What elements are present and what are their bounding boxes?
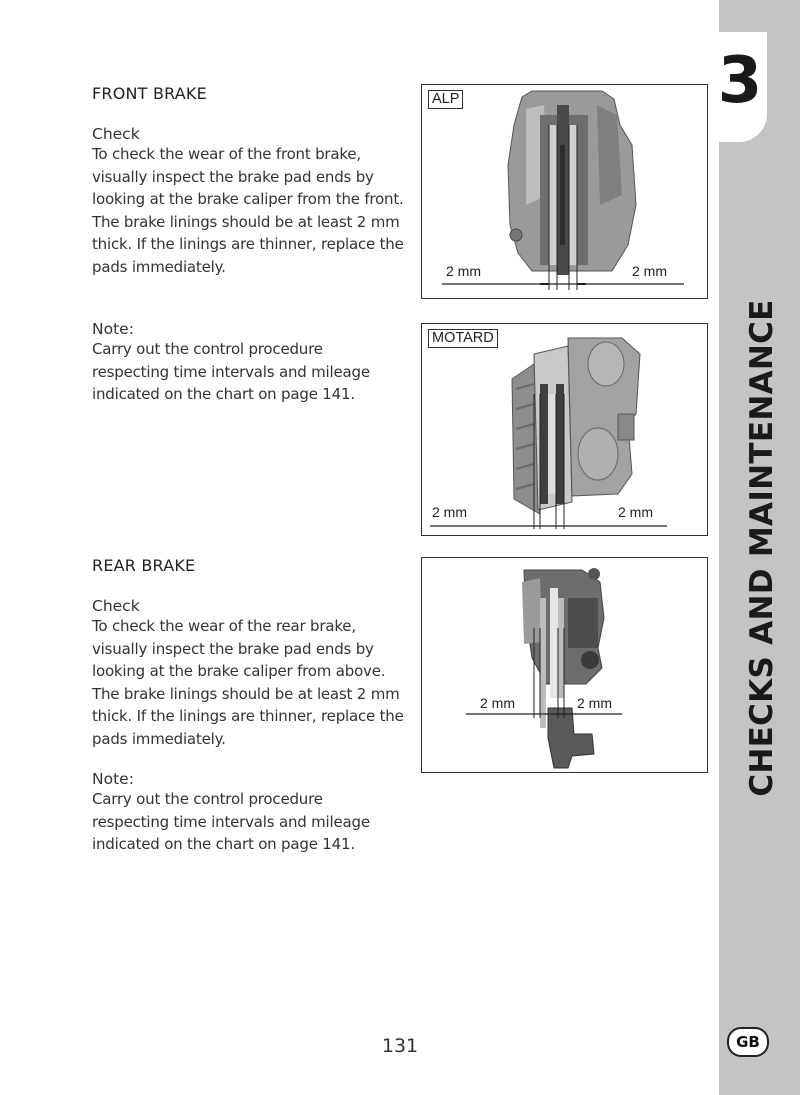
front-note-label: Note: <box>92 320 134 338</box>
rear-caliper-illustration <box>422 558 707 772</box>
language-badge: GB <box>727 1027 769 1057</box>
motard-dim-right: 2 mm <box>618 504 653 520</box>
front-brake-section <box>92 84 404 406</box>
chapter-number: 3 <box>717 44 763 118</box>
rear-brake-heading: REAR BRAKE <box>92 556 196 575</box>
motard-caliper-figure <box>421 323 708 536</box>
section-title: CHECKS AND MAINTENANCE <box>744 299 780 797</box>
motard-tag: MOTARD <box>428 329 498 348</box>
rear-note-label: Note: <box>92 770 134 788</box>
motard-dim-left: 2 mm <box>432 504 467 520</box>
rear-note-text: Carry out the control procedure respecting time intervals and mileage indicated on the chart on page 141. <box>92 790 370 853</box>
alp-dim-right: 2 mm <box>632 263 667 279</box>
front-check-text: To check the wear of the front brake, visually inspect the brake pad ends by looking at the brake caliper from the front. The brake linings should be at least 2 mm thick. If the linings are thinner, replace the pads immediately. <box>92 145 404 276</box>
front-check-label: Check <box>92 125 140 143</box>
page-number: 131 <box>381 1035 419 1057</box>
rear-dim-right: 2 mm <box>577 695 612 711</box>
alp-tag: ALP <box>428 90 463 109</box>
alp-dim-left: 2 mm <box>446 263 481 279</box>
rear-caliper-figure <box>421 557 708 773</box>
rear-dim-left: 2 mm <box>480 695 515 711</box>
front-note-text: Carry out the control procedure respecting time intervals and mileage indicated on the chart on page 141. <box>92 340 370 403</box>
rear-check-text: To check the wear of the rear brake, visually inspect the brake pad ends by looking at the brake caliper from above. The brake linings should be at least 2 mm thick. If the linings are thinner, replace the pads immediately. <box>92 617 404 748</box>
rear-check-label: Check <box>92 597 140 615</box>
rear-brake-section <box>92 556 404 856</box>
front-brake-heading: FRONT BRAKE <box>92 84 207 103</box>
alp-caliper-figure <box>421 84 708 299</box>
